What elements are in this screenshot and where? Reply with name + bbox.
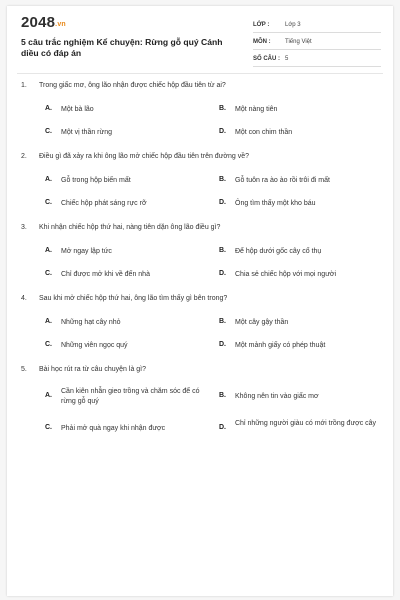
option-letter: A. (45, 318, 52, 325)
option-letter: C. (45, 341, 52, 348)
option-letter: C. (45, 199, 52, 206)
question-header (21, 82, 383, 94)
question-5 (21, 366, 383, 432)
option-text: Chia sẻ chiếc hộp với mọi người (235, 271, 337, 278)
meta-key: MÔN : (253, 39, 271, 45)
option-letter: B. (219, 318, 226, 325)
option-text: Những hạt cây nhỏ (61, 319, 121, 326)
option-letter: B. (219, 105, 226, 112)
option-text: Một con chim thần (235, 129, 293, 136)
option-letter: C. (45, 424, 52, 431)
option-text: Một cây gậy thần (235, 319, 289, 326)
meta-row-grade (253, 18, 381, 33)
meta-row-question-count (253, 52, 381, 67)
option-letter: D. (219, 128, 226, 135)
option-text: Chỉ những người giàu có mới trồng được cây (235, 420, 377, 427)
meta-row-subject (253, 35, 381, 50)
question-header (21, 224, 383, 236)
option-text: Mở ngay lập tức (61, 248, 112, 255)
option-letter: A. (45, 105, 52, 112)
option-letter: B. (219, 392, 226, 399)
question-number: 3. (21, 224, 27, 231)
option-text: Gỗ trong hộp biến mất (61, 177, 131, 184)
option-text: Cần kiên nhẫn gieo trồng và chăm sóc để có rừng gỗ quý (61, 388, 200, 405)
worksheet-page (7, 6, 393, 596)
option-text: Chiếc hộp phát sáng rực rỡ (61, 200, 147, 207)
meta-info-box (253, 18, 381, 69)
site-logo[interactable] (21, 14, 66, 31)
question-text: Trong giấc mơ, ông lão nhận được chiếc hộp đầu tiên từ ai? (39, 82, 226, 89)
meta-value: Lớp 3 (285, 22, 301, 28)
meta-value: 5 (285, 56, 289, 62)
question-2 (21, 153, 383, 207)
option-letter: A. (45, 176, 52, 183)
question-number: 2. (21, 153, 27, 160)
option-text: Phải mở quà ngay khi nhận được (61, 425, 166, 432)
question-text: Điều gì đã xảy ra khi ông lão mở chiếc hộp đầu tiên trên đường về? (39, 153, 249, 160)
option-text: Một bà lão (61, 106, 94, 113)
option-letter: D. (219, 270, 226, 277)
logo-text: 2048 (21, 14, 56, 31)
meta-value: Tiếng Việt (285, 39, 312, 45)
question-4 (21, 295, 383, 349)
option-letter: B. (219, 247, 226, 254)
option-text: Gỗ tuôn ra ào ào rồi trôi đi mất (235, 177, 330, 184)
meta-key: SỐ CÂU : (253, 56, 280, 62)
option-text: Để hộp dưới gốc cây cổ thụ (235, 248, 322, 255)
logo-suffix: .vn (55, 21, 66, 28)
question-text: Khi nhận chiếc hộp thứ hai, nàng tiên dặn ông lão điều gì? (39, 224, 221, 231)
meta-key: LỚP : (253, 22, 270, 28)
question-number: 1. (21, 82, 27, 89)
option-letter: C. (45, 128, 52, 135)
option-letter: D. (219, 341, 226, 348)
option-letter: A. (45, 392, 52, 399)
question-text: Bài học rút ra từ câu chuyện là gì? (39, 366, 147, 373)
option-text: Một nàng tiên (235, 106, 278, 113)
question-header (21, 153, 383, 165)
option-text: Ông tìm thấy một kho báu (235, 200, 316, 207)
question-number: 5. (21, 366, 27, 373)
option-letter: C. (45, 270, 52, 277)
question-header (21, 295, 383, 307)
question-text: Sau khi mở chiếc hộp thứ hai, ông lão tìm thấy gì bên trong? (39, 295, 228, 302)
question-header (21, 366, 383, 378)
option-letter: B. (219, 176, 226, 183)
option-text: Không nên tin vào giấc mơ (235, 393, 319, 400)
question-3 (21, 224, 383, 278)
header-divider (17, 73, 383, 74)
option-text: Những viên ngọc quý (61, 342, 128, 349)
question-number: 4. (21, 295, 27, 302)
option-letter: D. (219, 199, 226, 206)
document-title: 5 câu trắc nghiệm Kể chuyện: Rừng gỗ quý Cánh diều có đáp án (21, 37, 223, 58)
option-text: Chỉ được mở khi về đến nhà (61, 271, 150, 278)
question-1 (21, 82, 383, 136)
option-letter: A. (45, 247, 52, 254)
option-letter: D. (219, 424, 226, 431)
option-text: Một vị thần rừng (61, 129, 112, 136)
option-text: Một mảnh giấy có phép thuật (235, 342, 326, 349)
